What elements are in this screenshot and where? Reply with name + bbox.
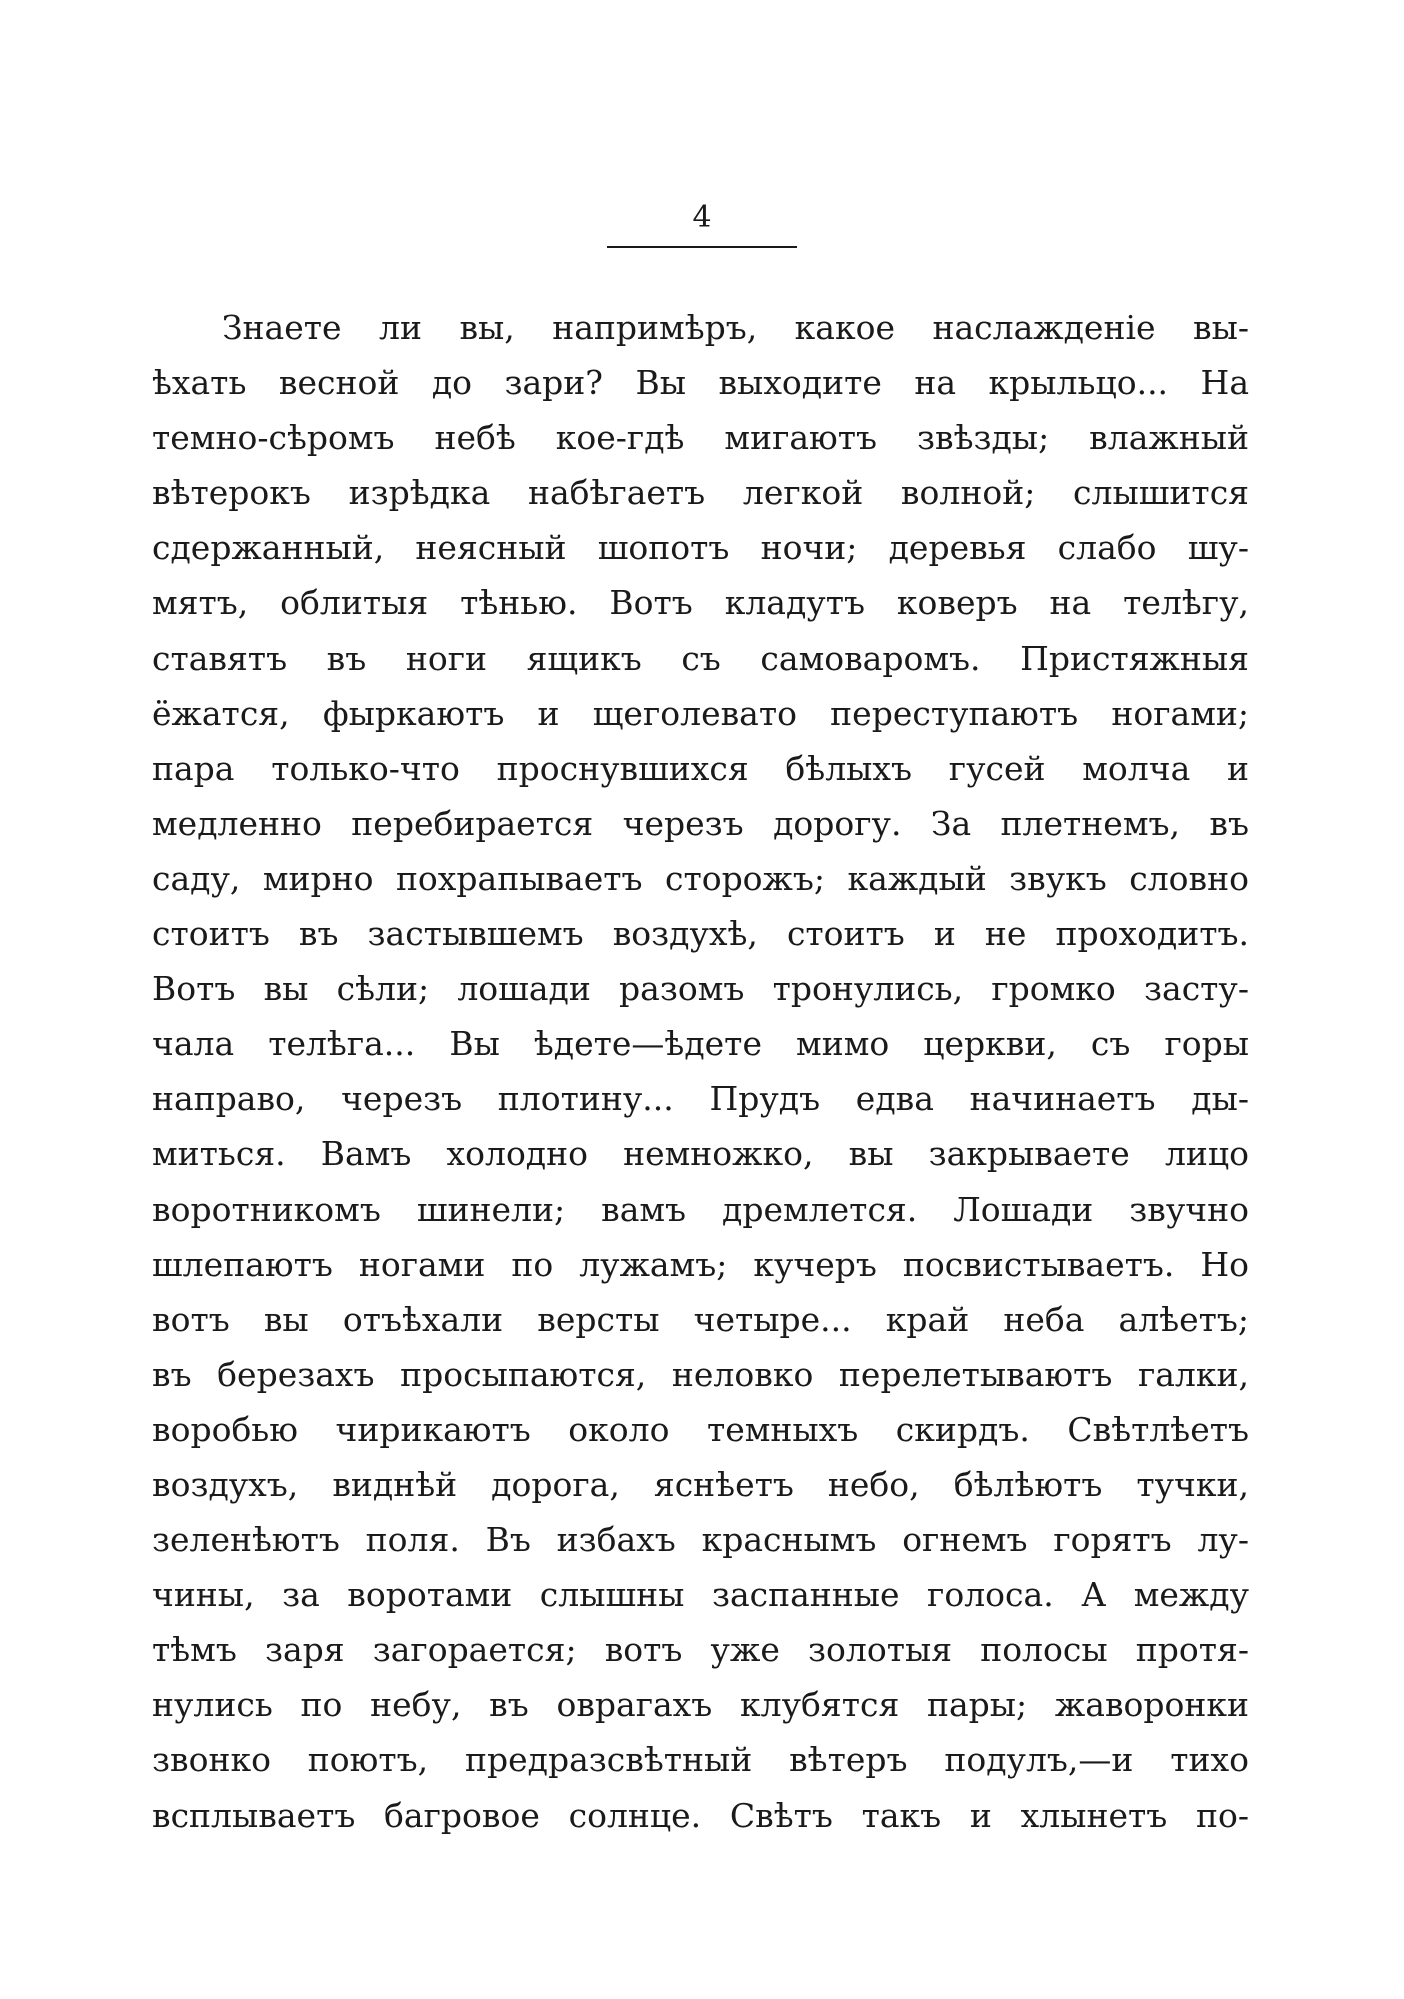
text-line: звонко поютъ, предразсвѣтный вѣтеръ подулъ,—и тихо: [152, 1740, 1249, 1780]
text-line: мятъ, облитыя тѣнью. Вотъ кладутъ коверъ на телѣгу,: [152, 583, 1249, 623]
text-line: воздухъ, виднѣй дорога, яснѣетъ небо, бѣлѣютъ тучки,: [152, 1464, 1249, 1504]
text-line: миться. Вамъ холодно немножко, вы закрываете лицо: [152, 1134, 1249, 1174]
text-line: сдержанный, неясный шопотъ ночи; деревья слабо шу-: [152, 528, 1249, 568]
text-line: направо, черезъ плотину... Прудъ едва начинаетъ ды-: [152, 1079, 1249, 1119]
text-line: ставятъ въ ноги ящикъ съ самоваромъ. Пристяжныя: [152, 638, 1249, 678]
text-line: шлепаютъ ногами по лужамъ; кучеръ посвистываетъ. Но: [152, 1244, 1249, 1284]
text-line: чала телѣга... Вы ѣдете—ѣдете мимо церкви, съ горы: [152, 1024, 1249, 1064]
text-line: саду, мирно похрапываетъ сторожъ; каждый звукъ словно: [152, 858, 1249, 898]
text-line: темно-сѣромъ небѣ кое-гдѣ мигаютъ звѣзды; влажный: [152, 418, 1249, 458]
text-line: въ березахъ просыпаются, неловко перелетываютъ галки,: [152, 1354, 1249, 1394]
text-line: вотъ вы отъѣхали версты четыре... край неба алѣетъ;: [152, 1299, 1249, 1339]
header-rule: [607, 246, 797, 248]
text-line: зеленѣютъ поля. Въ избахъ краснымъ огнемъ горятъ лу-: [152, 1520, 1249, 1560]
text-line: всплываетъ багровое солнце. Свѣтъ такъ и хлынетъ по-: [152, 1795, 1249, 1835]
text-line: чины, за воротами слышны заспанные голоса. А между: [152, 1575, 1249, 1615]
text-line: медленно перебирается черезъ дорогу. За плетнемъ, въ: [152, 803, 1249, 843]
text-line: вѣтерокъ изрѣдка набѣгаетъ легкой волной; слышится: [152, 473, 1249, 513]
text-line: нулись по небу, въ оврагахъ клубятся пары; жаворонки: [152, 1685, 1249, 1725]
text-line: Вотъ вы сѣли; лошади разомъ тронулись, громко засту-: [152, 969, 1249, 1009]
text-line: тѣмъ заря загорается; вотъ уже золотыя полосы протя-: [152, 1630, 1249, 1670]
text-line: воробью чирикаютъ около темныхъ скирдъ. Свѣтлѣетъ: [152, 1409, 1249, 1449]
text-line: Знаете ли вы, напримѣръ, какое наслажденіе вы-: [222, 308, 1249, 347]
text-line: ѣхать весной до зари? Вы выходите на крыльцо... На: [152, 363, 1249, 403]
body-text: [152, 300, 1249, 1843]
text-line: пара только-что проснувшихся бѣлыхъ гусей молча и: [152, 748, 1249, 788]
text-line: стоитъ въ застывшемъ воздухѣ, стоитъ и не проходитъ.: [152, 914, 1249, 954]
text-line: ёжатся, фыркаютъ и щеголевато переступаютъ ногами;: [152, 693, 1249, 733]
page-number: 4: [692, 200, 712, 235]
text-line: воротникомъ шинели; вамъ дремлется. Лошади звучно: [152, 1189, 1249, 1229]
